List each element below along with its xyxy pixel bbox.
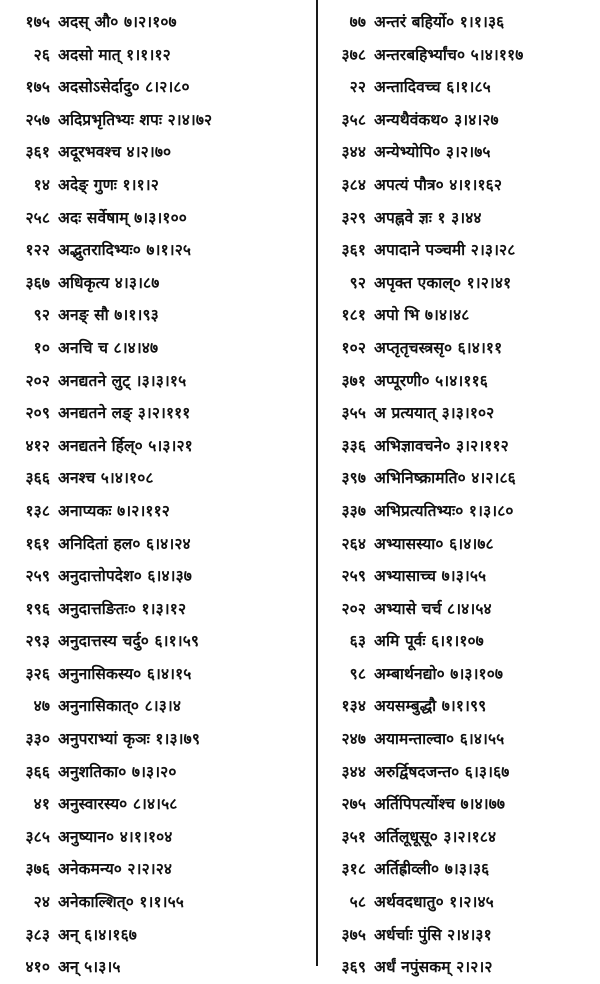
entry-sutra-text: अर्थवदधातु० १।२।४५	[374, 893, 494, 912]
entry-number: १७५	[25, 13, 50, 31]
entry-number: १३८	[25, 501, 50, 520]
entry-number: २९३	[25, 632, 50, 651]
entry-sutra-text: अपो भि ७।४।४८	[374, 306, 470, 325]
index-entry	[14, 625, 310, 658]
entry-number: ३६१	[25, 143, 50, 162]
entry-number: ३३०	[25, 730, 50, 749]
index-entry	[14, 267, 310, 300]
entry-number: ९२	[349, 273, 366, 292]
index-entry	[14, 136, 310, 169]
index-entry	[330, 853, 594, 886]
index-entry	[14, 462, 310, 495]
entry-sutra-text: अनुशतिका० ७।३।२०	[58, 762, 177, 781]
index-entry	[14, 723, 310, 756]
entry-number: ३६१	[341, 241, 366, 260]
entry-number: ३२९	[341, 208, 366, 227]
entry-sutra-text: अनिदितां हल० ६।४।२४	[58, 534, 191, 553]
entry-sutra-text: अयसम्बुद्धौ ७।१।९९	[374, 697, 487, 716]
entry-sutra-text: अर्तिह्रीव्ली० ७।३।३६	[374, 860, 490, 879]
entry-number: ३३७	[341, 501, 366, 520]
entry-number: ३९७	[341, 469, 366, 488]
entry-sutra-text: अन्येभ्योपि० ३।२।७५	[374, 143, 491, 162]
entry-number: ३५८	[341, 110, 366, 129]
entry-sutra-text: अदिप्रभृतिभ्यः शपः २।४।७२	[58, 110, 213, 129]
entry-sutra-text: अनद्यतने र्हिल्० ५।३।२१	[58, 436, 193, 455]
entry-number: ३८४	[341, 175, 366, 194]
index-entry	[330, 821, 594, 854]
index-entry	[14, 495, 310, 528]
index-entry	[14, 528, 310, 561]
index-entry	[330, 234, 594, 267]
entry-number: २२	[349, 78, 366, 97]
entry-sutra-text: अदूरभवश्च ४।२।७०	[58, 143, 172, 162]
index-entry	[330, 430, 594, 463]
entry-sutra-text: अदः सर्वेषाम् ७।३।१००	[58, 208, 187, 227]
entry-sutra-text: अपृक्त एकाल्० १।२।४१	[374, 273, 512, 292]
index-entry	[14, 951, 310, 984]
index-entry	[330, 202, 594, 235]
index-entry	[330, 39, 594, 72]
entry-sutra-text: अनुदात्तस्य चर्दु० ६।१।५९	[58, 632, 200, 651]
index-entry	[330, 723, 594, 756]
index-entry	[330, 365, 594, 398]
index-entry	[14, 788, 310, 821]
entry-number: ३२६	[25, 664, 50, 683]
entry-sutra-text: अद्भुतरादिभ्यः० ७।१।२५	[58, 241, 192, 260]
entry-number: ३७१	[341, 371, 366, 390]
index-entry	[330, 658, 594, 691]
entry-number: १८१	[341, 306, 366, 325]
entry-number: ३१८	[341, 860, 366, 879]
entry-sutra-text: अपत्यं पौत्र० ४।१।१६२	[374, 175, 503, 194]
entry-number: ३५५	[341, 404, 366, 423]
index-entry	[14, 39, 310, 72]
entry-sutra-text: अयामन्ताल्वा० ६।४।५५	[374, 730, 505, 749]
index-entry	[14, 365, 310, 398]
index-entry	[14, 690, 310, 723]
entry-sutra-text: अनेकाल्शित्० १।१।५५	[58, 893, 184, 912]
index-entry	[14, 202, 310, 235]
entry-number: ३७५	[341, 925, 366, 944]
entry-number: २७५	[341, 795, 366, 814]
entry-sutra-text: अनेकमन्य० २।२।२४	[58, 860, 173, 879]
index-entry	[330, 462, 594, 495]
column-divider	[316, 0, 318, 966]
entry-sutra-text: अन्यथैवंकथ० ३।४।२७	[374, 110, 499, 129]
index-entry	[330, 528, 594, 561]
entry-sutra-text: अभिनिष्क्रामति० ४।२।८६	[374, 469, 516, 488]
index-entry	[330, 136, 594, 169]
entry-sutra-text: अनुस्वारस्य० ८।४।५८	[58, 795, 178, 814]
entry-number: १२२	[25, 241, 50, 260]
entry-number: ३४४	[341, 762, 366, 781]
entry-number: ३८५	[25, 827, 50, 846]
entry-number: २६४	[341, 534, 366, 553]
entry-number: ३६७	[25, 273, 50, 292]
entry-sutra-text: अमि पूर्वः ६।१।१०७	[374, 632, 484, 651]
entry-number: १६१	[25, 534, 50, 553]
entry-sutra-text: अदेङ् गुणः १।१।२	[58, 175, 159, 194]
index-entry	[14, 6, 310, 39]
index-entry	[330, 71, 594, 104]
entry-number: ४१०	[25, 958, 50, 977]
entry-sutra-text: अर्धर्चाः पुंसि २।४।३१	[374, 925, 492, 944]
entry-sutra-text: अभ्यासस्या० ६।४।७८	[374, 534, 494, 553]
entry-number: २५९	[341, 567, 366, 586]
index-entry	[330, 593, 594, 626]
entry-sutra-text: अन्तरबहिर्भ्यांच० ५।४।११७	[374, 45, 524, 64]
entry-sutra-text: अन्तरं बहिर्यो० १।१।३६	[374, 13, 505, 31]
entry-number: २०२	[25, 371, 50, 390]
entry-number: १४	[33, 175, 50, 194]
index-entry	[330, 788, 594, 821]
entry-number: १३४	[341, 697, 366, 716]
index-entry	[14, 234, 310, 267]
index-entry	[330, 690, 594, 723]
index-entry	[14, 332, 310, 365]
entry-number: ३३६	[341, 436, 366, 455]
entry-number: ५८	[349, 893, 366, 912]
entry-number: ३६६	[25, 469, 50, 488]
entry-sutra-text: अपह्नवे ज्ञः १ ३।४४	[374, 208, 482, 227]
index-entry	[330, 267, 594, 300]
right-index-column	[330, 6, 594, 977]
entry-number: ३७८	[341, 45, 366, 64]
index-entry	[330, 104, 594, 137]
entry-sutra-text: अप्पूरणी० ५।४।११६	[374, 371, 488, 390]
entry-sutra-text: अर्धं नपुंसकम् २।२।२	[374, 958, 493, 977]
entry-sutra-text: अधिकृत्य ४।३।८७	[58, 273, 160, 292]
index-entry	[14, 71, 310, 104]
entry-number: ४१२	[25, 436, 50, 455]
index-entry	[330, 169, 594, 202]
entry-sutra-text: अनुनासिकात्० ८।३।४	[58, 697, 181, 716]
entry-number: ७७	[349, 13, 366, 31]
entry-number: २४७	[341, 730, 366, 749]
index-entry	[14, 756, 310, 789]
entry-sutra-text: अनुदात्तोपदेश० ६।४।३७	[58, 567, 192, 586]
index-entry	[14, 919, 310, 952]
index-entry	[330, 625, 594, 658]
index-entry	[14, 299, 310, 332]
entry-sutra-text: अप्तृतृचस्त्रसृ० ६।४।११	[374, 338, 503, 357]
entry-number: ३४४	[341, 143, 366, 162]
index-entry	[14, 430, 310, 463]
entry-sutra-text: अभ्यासे चर्च ८।४।५४	[374, 599, 492, 618]
entry-number: २५८	[25, 208, 50, 227]
entry-number: २४	[33, 893, 50, 912]
index-entry	[330, 919, 594, 952]
index-entry	[14, 658, 310, 691]
index-entry	[14, 560, 310, 593]
entry-number: ३५१	[341, 827, 366, 846]
entry-number: ४७	[33, 697, 50, 716]
entry-sutra-text: अनुदात्तङितः० १।३।१२	[58, 599, 187, 618]
entry-sutra-text: अनुनासिकस्य० ६।४।१५	[58, 664, 192, 683]
entry-number: ३६६	[25, 762, 50, 781]
entry-sutra-text: अनाप्यकः ७।२।११२	[58, 501, 170, 520]
entry-number: १७५	[25, 78, 50, 97]
entry-sutra-text: अनुपराभ्यां कृञः १।३।७९	[58, 730, 200, 749]
index-entry	[14, 886, 310, 919]
index-entry	[14, 169, 310, 202]
index-entry	[330, 560, 594, 593]
index-entry	[14, 593, 310, 626]
entry-sutra-text: अनुष्यान० ४।१।१०४	[58, 827, 173, 846]
entry-number: ९२	[33, 306, 50, 325]
entry-sutra-text: अनचि च ८।४।४७	[58, 338, 159, 357]
entry-sutra-text: अन् ५।३।५	[58, 958, 121, 977]
entry-sutra-text: अर्तिपिपर्त्योश्च ७।४।७७	[374, 795, 506, 814]
entry-sutra-text: अभिप्रत्यतिभ्यः० १।३।८०	[374, 501, 514, 520]
index-entry	[330, 299, 594, 332]
index-entry	[330, 756, 594, 789]
index-entry	[14, 853, 310, 886]
entry-number: २०२	[341, 599, 366, 618]
entry-number: १०	[33, 338, 50, 357]
index-entry	[330, 397, 594, 430]
entry-number: १०२	[341, 338, 366, 357]
entry-number: २६	[33, 45, 50, 64]
entry-sutra-text: अपादाने पञ्चमी २।३।२८	[374, 241, 516, 260]
entry-sutra-text: अदसोऽसेर्दादु० ८।२।८०	[58, 78, 190, 97]
entry-sutra-text: अरुर्द्विषदजन्त० ६।३।६७	[374, 762, 510, 781]
left-index-column	[14, 6, 310, 977]
entry-sutra-text: अभिज्ञावचने० ३।२।११२	[374, 436, 509, 455]
entry-sutra-text: अनद्यतने लुट् ।३।३।१५	[58, 371, 187, 390]
entry-number: १९६	[25, 599, 50, 618]
entry-sutra-text: अदसो मात् १।१।१२	[58, 45, 171, 64]
index-entry	[330, 886, 594, 919]
entry-number: ३६९	[341, 958, 366, 977]
entry-sutra-text: अ प्रत्ययात् ३।३।१०२	[374, 404, 495, 423]
entry-number: ६३	[349, 632, 366, 651]
index-entry	[330, 951, 594, 984]
entry-sutra-text: अन् ६।४।१६७	[58, 925, 137, 944]
entry-sutra-text: अभ्यासाच्च ७।३।५५	[374, 567, 487, 586]
entry-sutra-text: अनश्च ५।४।१०८	[58, 469, 154, 488]
index-entry	[14, 821, 310, 854]
entry-number: २५९	[25, 567, 50, 586]
index-entry	[14, 104, 310, 137]
entry-number: २०९	[25, 404, 50, 423]
entry-number: ३७६	[25, 860, 50, 879]
index-entry	[330, 332, 594, 365]
entry-sutra-text: अनङ् सौ ७।१।९३	[58, 306, 159, 325]
entry-number: ३८३	[25, 925, 50, 944]
index-entry	[14, 397, 310, 430]
index-entry	[330, 6, 594, 39]
entry-number: ९८	[349, 664, 366, 683]
entry-number: ४१	[33, 795, 50, 814]
index-entry	[330, 495, 594, 528]
entry-number: २५७	[25, 110, 50, 129]
entry-sutra-text: अन्तादिवच्च ६।१।८५	[374, 78, 491, 97]
entry-sutra-text: अनद्यतने लङ् ३।२।१११	[58, 404, 191, 423]
entry-sutra-text: अर्तिलूधूसू० ३।२।१८४	[374, 827, 497, 846]
entry-sutra-text: अदस् औ० ७।२।१०७	[58, 13, 177, 31]
entry-sutra-text: अम्बार्थनद्यो० ७।३।१०७	[374, 664, 504, 683]
